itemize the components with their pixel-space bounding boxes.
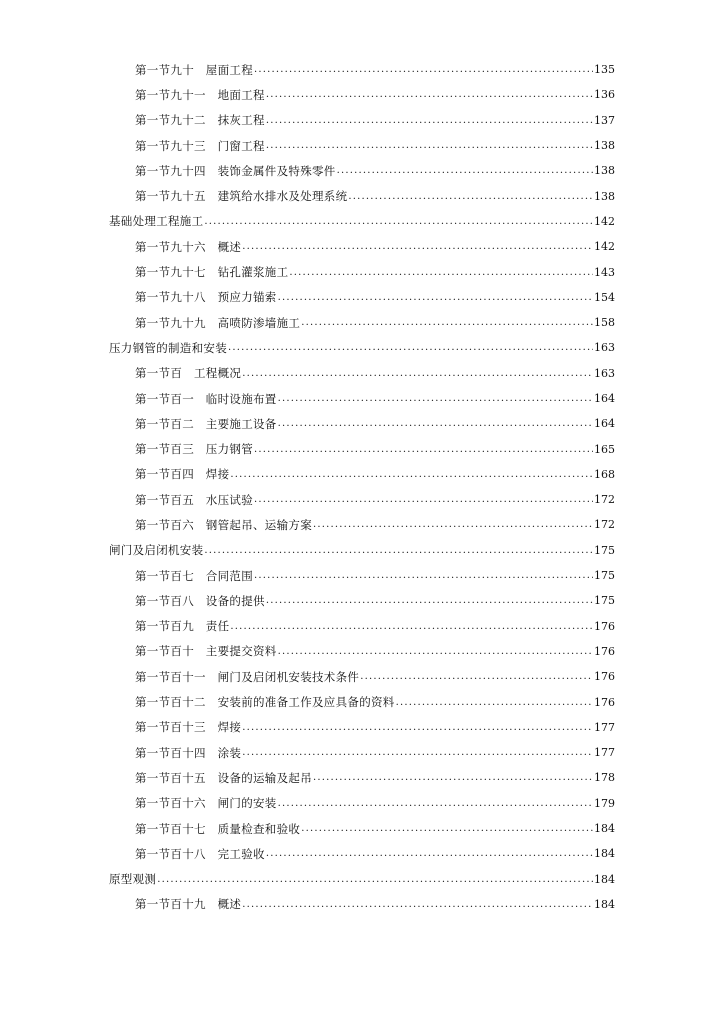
toc-entry-title: 第一节九十九 高喷防渗墙施工 [135, 315, 301, 330]
toc-page-number: 175 [594, 594, 615, 608]
toc-dot-leader [289, 267, 593, 278]
toc-entry-title: 第一节百七 合同范围 [135, 568, 253, 583]
toc-page-number: 163 [594, 341, 615, 355]
toc-section-entry[interactable] [0, 588, 724, 613]
toc-page-number: 138 [594, 189, 615, 203]
toc-section-entry[interactable] [0, 740, 724, 765]
toc-page-number: 175 [594, 569, 615, 583]
toc-page-number: 142 [594, 214, 615, 228]
toc-page-number: 176 [594, 644, 615, 658]
toc-page-number: 136 [594, 88, 615, 102]
toc-dot-leader [266, 89, 593, 100]
toc-dot-leader [242, 722, 593, 733]
toc-page-number: 177 [594, 720, 615, 734]
toc-section-entry[interactable] [0, 436, 724, 461]
toc-dot-leader [301, 317, 593, 328]
toc-page-number: 168 [594, 467, 615, 481]
toc-dot-leader [228, 342, 593, 353]
toc-entry-title: 第一节百十三 焊接 [135, 720, 242, 735]
toc-dot-leader [242, 368, 593, 379]
toc-entry-title: 第一节百一 临时设施布置 [135, 391, 277, 406]
toc-section-entry[interactable] [0, 715, 724, 740]
toc-entry-title: 第一节九十六 概述 [135, 239, 242, 254]
toc-dot-leader [266, 595, 593, 606]
toc-section-entry[interactable] [0, 361, 724, 386]
toc-dot-leader [266, 140, 593, 151]
toc-page-number: 184 [594, 897, 615, 911]
toc-section-entry[interactable] [0, 892, 724, 917]
toc-section-entry[interactable] [0, 108, 724, 133]
toc-dot-leader [242, 747, 593, 758]
toc-entry-title: 第一节百十 主要提交资料 [135, 644, 277, 659]
toc-dot-leader [254, 570, 593, 581]
toc-dot-leader [278, 798, 593, 809]
toc-entry-title: 第一节九十一 地面工程 [135, 87, 265, 102]
toc-entry-title: 第一节百八 设备的提供 [135, 593, 265, 608]
toc-dot-leader [348, 191, 593, 202]
toc-section-entry[interactable] [0, 386, 724, 411]
toc-dot-leader [313, 519, 593, 530]
toc-page-number: 135 [594, 63, 615, 77]
toc-page-number: 163 [594, 366, 615, 380]
toc-section-entry[interactable] [0, 816, 724, 841]
toc-dot-leader [230, 621, 593, 632]
toc-section-entry[interactable] [0, 259, 724, 284]
toc-dot-leader [254, 444, 593, 455]
toc-page-number: 143 [594, 265, 615, 279]
toc-section-entry[interactable] [0, 462, 724, 487]
toc-entry-title: 第一节百十五 设备的运输及起吊 [135, 770, 312, 785]
toc-page-number: 165 [594, 442, 615, 456]
toc-dot-leader [204, 545, 593, 556]
toc-section-entry[interactable] [0, 841, 724, 866]
toc-section-entry[interactable] [0, 234, 724, 259]
toc-dot-leader [396, 697, 593, 708]
toc-entry-title: 原型观测 [109, 872, 157, 887]
toc-dot-leader [266, 848, 593, 859]
toc-dot-leader [254, 64, 593, 75]
toc-section-entry[interactable] [0, 614, 724, 639]
toc-page-number: 137 [594, 113, 615, 127]
toc-entry-title: 第一节百十四 涂装 [135, 745, 242, 760]
toc-page-number: 172 [594, 518, 615, 532]
toc-entry-title: 压力钢管的制造和安装 [109, 340, 227, 355]
toc-dot-leader [278, 646, 593, 657]
toc-dot-leader [313, 772, 593, 783]
toc-page-number: 164 [594, 392, 615, 405]
toc-page-number: 178 [594, 771, 615, 785]
toc-page-number: 164 [594, 417, 615, 431]
toc-dot-leader [157, 874, 593, 885]
toc-entry-title: 第一节百六 钢管起吊、运输方案 [135, 517, 312, 532]
toc-entry-title: 第一节百五 水压试验 [135, 492, 253, 507]
toc-section-entry[interactable] [0, 765, 724, 790]
toc-entry-title: 第一节百十九 概述 [135, 897, 242, 912]
toc-entry-title: 第一节百 工程概况 [135, 366, 242, 381]
toc-section-entry[interactable] [0, 563, 724, 588]
toc-section-entry[interactable] [0, 791, 724, 816]
toc-chapter-entry[interactable] [0, 538, 724, 563]
toc-section-entry[interactable] [0, 285, 724, 310]
toc-dot-leader [301, 823, 593, 834]
toc-entry-title: 第一节百十六 闸门的安装 [135, 796, 277, 811]
toc-page-number: 184 [594, 847, 615, 861]
toc-page-number: 142 [594, 240, 615, 254]
toc-dot-leader [242, 899, 593, 910]
toc-section-entry[interactable] [0, 487, 724, 512]
toc-dot-leader [266, 115, 593, 126]
toc-entry-title: 第一节百三 压力钢管 [135, 442, 253, 457]
toc-page-number: 177 [594, 746, 615, 760]
toc-page-number: 176 [594, 619, 615, 633]
toc-section-entry[interactable] [0, 411, 724, 436]
toc-entry-title: 第一节百二 主要施工设备 [135, 416, 277, 431]
toc-entry-title: 第一节百十八 完工验收 [135, 846, 265, 861]
toc-page-number: 138 [594, 164, 615, 178]
toc-dot-leader [242, 241, 593, 252]
toc-section-entry[interactable] [0, 183, 724, 208]
toc-dot-leader [278, 292, 593, 303]
toc-section-entry[interactable] [0, 82, 724, 107]
toc-entry-title: 第一节九十五 建筑给水排水及处理系统 [135, 189, 348, 204]
toc-dot-leader [278, 393, 593, 404]
toc-dot-leader [254, 494, 593, 505]
toc-section-entry[interactable] [0, 310, 724, 335]
toc-entry-title: 第一节九十三 门窗工程 [135, 138, 265, 153]
toc-entry-title: 闸门及启闭机安装 [109, 543, 204, 558]
toc-dot-leader [337, 165, 593, 176]
toc-page-number: 138 [594, 139, 615, 153]
toc-section-entry[interactable] [0, 664, 724, 689]
toc-section-entry[interactable] [0, 133, 724, 158]
toc-page-number: 176 [594, 670, 615, 684]
toc-section-entry[interactable] [0, 57, 724, 82]
toc-section-entry[interactable] [0, 639, 724, 664]
toc-dot-leader [230, 469, 593, 480]
toc-entry-title: 第一节九十八 预应力锚索 [135, 290, 277, 305]
toc-entry-title: 基础处理工程施工 [109, 214, 204, 229]
toc-page-number: 184 [594, 822, 615, 836]
toc-entry-title: 第一节百四 焊接 [135, 467, 230, 482]
toc-section-entry[interactable] [0, 158, 724, 183]
toc-section-entry[interactable] [0, 689, 724, 714]
toc-entry-title: 第一节百九 责任 [135, 619, 230, 634]
toc-entry-title: 第一节百十七 质量检查和验收 [135, 821, 301, 836]
toc-page-number: 176 [594, 695, 615, 709]
toc-entry-title: 第一节百十二 安装前的准备工作及应具备的资料 [135, 695, 395, 710]
toc-entry-title: 第一节九十四 装饰金属件及特殊零件 [135, 163, 336, 178]
toc-page-number: 184 [594, 872, 615, 886]
toc-page-number: 154 [594, 290, 615, 304]
toc-page-number: 172 [594, 493, 615, 507]
toc-entry-title: 第一节百十一 闸门及启闭机安装技术条件 [135, 669, 360, 684]
toc-entry-title: 第一节九十七 钻孔灌浆施工 [135, 265, 289, 280]
toc-page-number: 158 [594, 316, 615, 330]
toc-dot-leader [278, 418, 593, 429]
toc-entry-title: 第一节九十 屋面工程 [135, 62, 253, 77]
toc-dot-leader [204, 216, 593, 227]
toc-section-entry[interactable] [0, 512, 724, 537]
toc-chapter-entry[interactable] [0, 209, 724, 234]
toc-dot-leader [360, 671, 593, 682]
toc-chapter-entry[interactable] [0, 867, 724, 892]
toc-page-number: 175 [594, 543, 615, 557]
table-of-contents [0, 57, 724, 917]
toc-entry-title: 第一节九十二 抹灰工程 [135, 113, 265, 128]
toc-chapter-entry[interactable] [0, 335, 724, 360]
toc-page-number: 179 [594, 796, 615, 810]
